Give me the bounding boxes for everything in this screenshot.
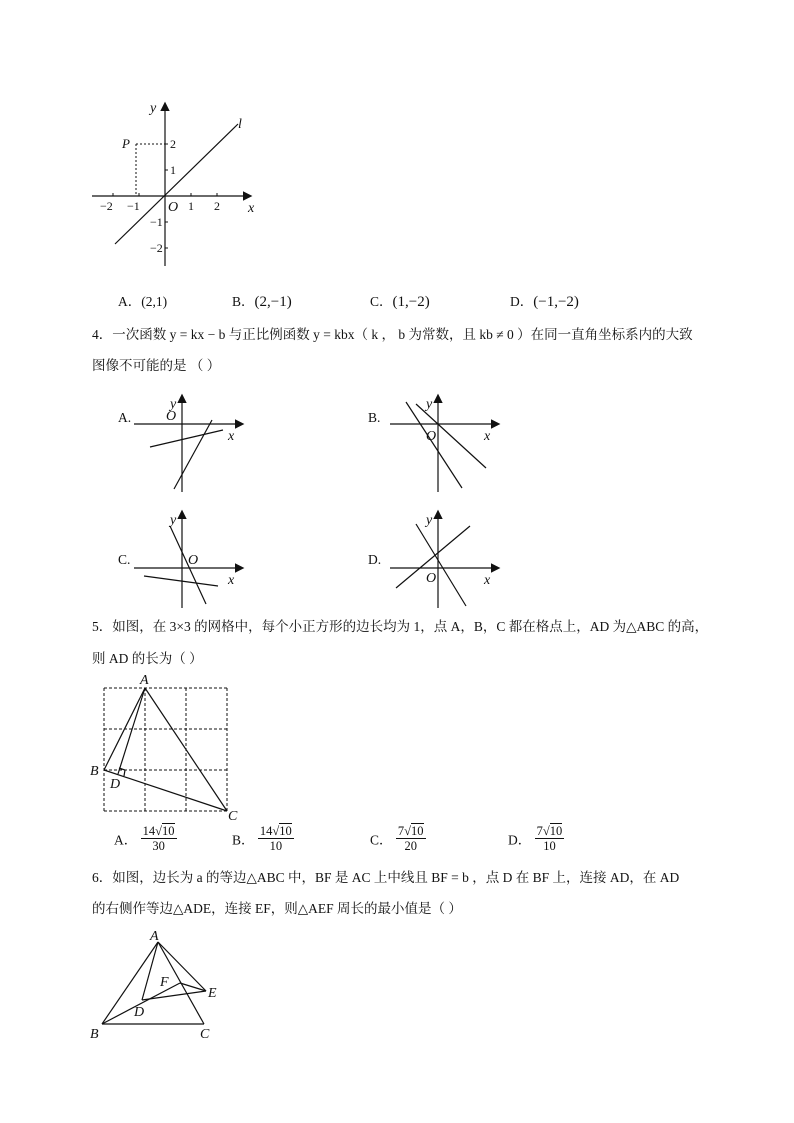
tick-y-neg2: −2 bbox=[150, 241, 163, 255]
q4-option-d-letter[interactable]: D. bbox=[368, 552, 382, 567]
svg-text:x: x bbox=[484, 429, 491, 444]
label-y: y bbox=[150, 101, 157, 116]
q5-label-b: B bbox=[90, 764, 99, 779]
q4-option-d-graph bbox=[386, 508, 506, 610]
q5-stem-line1: 5．如图，在 3×3 的网格中，每个小正方形的边长均为 1，点 A，B，C 都在格点上，AD 为△ABC 的高， bbox=[92, 619, 709, 634]
q5-label-a: A bbox=[140, 673, 149, 688]
tick-y-2: 2 bbox=[170, 137, 176, 151]
q3-choice-b[interactable]: B．(2,−1) bbox=[232, 294, 292, 310]
q5-stem-line2: 则 AD 的长为（ ） bbox=[92, 651, 203, 666]
q6-label-f: F bbox=[160, 975, 169, 990]
q5-choice-a[interactable]: A． $\frac{14√10}{30}$ bbox=[114, 824, 175, 853]
q5-grid-figure bbox=[88, 672, 248, 822]
q3-choice-d[interactable]: D．(−1,−2) bbox=[510, 294, 579, 310]
q5-label-c: C bbox=[228, 809, 238, 822]
q4-option-c-letter[interactable]: C. bbox=[118, 552, 131, 567]
tick-y-neg1: −1 bbox=[150, 215, 163, 229]
tick-x-neg2: −2 bbox=[100, 199, 113, 213]
line-l bbox=[115, 124, 238, 244]
tick-y-1: 1 bbox=[170, 163, 176, 177]
svg-text:O: O bbox=[166, 409, 177, 424]
svg-text:x: x bbox=[228, 429, 235, 444]
q3-choice-a[interactable]: A．(2,1) bbox=[118, 294, 168, 309]
q5-label-d: D bbox=[110, 777, 121, 792]
svg-text:O: O bbox=[426, 429, 437, 444]
svg-text:x: x bbox=[484, 573, 491, 588]
q4-option-b-graph bbox=[386, 392, 506, 494]
q4-option-b-letter[interactable]: B. bbox=[368, 410, 381, 425]
q5-choice-d[interactable]: D． $\frac{7√10}{10}$ bbox=[508, 824, 563, 853]
point-p-dashed-guides bbox=[136, 144, 165, 196]
q4-option-a-graph bbox=[130, 392, 250, 494]
svg-text:y: y bbox=[426, 513, 433, 528]
q6-label-c: C bbox=[200, 1027, 210, 1042]
q4-option-c-graph bbox=[130, 508, 250, 610]
label-x: x bbox=[248, 201, 255, 216]
svg-text:O: O bbox=[426, 571, 437, 586]
q3-choice-c[interactable]: C．(1,−2) bbox=[370, 294, 430, 310]
q6-stem-line1: 6．如图，边长为 a 的等边△ABC 中，BF 是 AC 上中线且 BF = b ，点 D 在 BF 上，连接 AD，在 AD bbox=[92, 870, 680, 885]
q5-choice-b[interactable]: B． $\frac{14√10}{10}$ bbox=[232, 824, 292, 853]
q4-stem-line2: 图像不可能的是 （ ） bbox=[92, 358, 221, 373]
label-p: P bbox=[122, 136, 130, 151]
q6-label-b: B bbox=[90, 1027, 99, 1042]
tick-x-2: 2 bbox=[214, 199, 220, 213]
q6-stem-line2: 的右侧作等边△ADE，连接 EF，则△AEF 周长的最小值是（ ） bbox=[92, 901, 462, 916]
tick-x-neg1: −1 bbox=[127, 199, 140, 213]
svg-text:y: y bbox=[170, 397, 177, 412]
q4-option-a-letter[interactable]: A. bbox=[118, 410, 132, 425]
tick-x-1: 1 bbox=[188, 199, 194, 213]
q3-coordinate-figure bbox=[88, 96, 268, 268]
svg-text:x: x bbox=[228, 573, 235, 588]
q6-label-e: E bbox=[208, 986, 217, 1001]
svg-text:y: y bbox=[426, 397, 433, 412]
q4-stem-line1: 4．一次函数 y = kx − b 与正比例函数 y = kbx（ k ， b 为常数，且 kb ≠ 0 ）在同一直角坐标系内的大致 bbox=[92, 327, 693, 342]
label-origin: O bbox=[168, 200, 179, 215]
q5-choice-c[interactable]: C． $\frac{7√10}{20}$ bbox=[370, 824, 424, 853]
q6-label-d: D bbox=[134, 1005, 145, 1020]
svg-text:O: O bbox=[188, 553, 199, 568]
q6-triangle-figure bbox=[88, 928, 238, 1043]
label-l: l bbox=[238, 117, 242, 132]
svg-text:y: y bbox=[170, 513, 177, 528]
q6-label-a: A bbox=[150, 929, 159, 944]
